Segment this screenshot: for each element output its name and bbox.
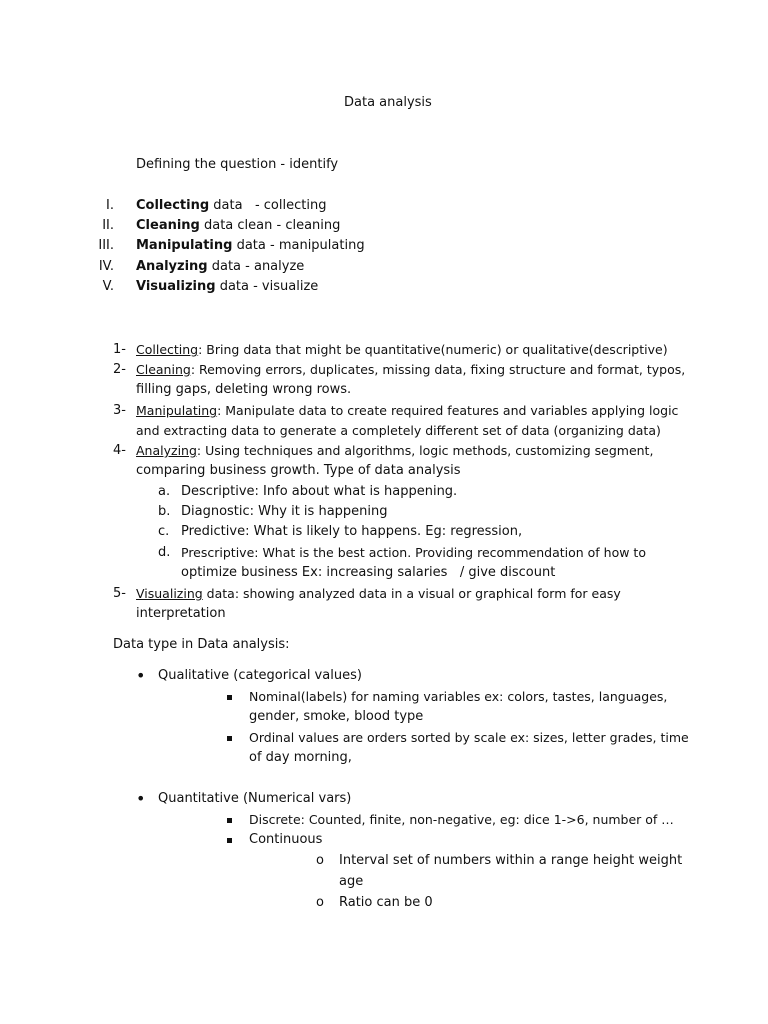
step-term: Analyzing: [136, 259, 208, 274]
step-term: Collecting: [136, 198, 210, 213]
nominal-continuation: gender, smoke, blood type: [249, 709, 424, 724]
sub-item: Diagnostic: Why it is happening: [181, 504, 388, 519]
step-item: [136, 218, 340, 234]
step-number: III.: [98, 238, 114, 253]
interval-continuation: age: [339, 874, 364, 889]
step-item: [136, 279, 318, 295]
step-desc: data - analyze: [207, 259, 305, 274]
step-desc: data clean - cleaning: [199, 218, 341, 233]
sub-letter: d.: [158, 545, 171, 560]
detail-number: 1-: [113, 342, 126, 357]
detail-number: 3-: [113, 403, 126, 418]
step-number: V.: [102, 279, 114, 294]
step-desc: data - visualize: [215, 279, 319, 294]
detail-item: [136, 362, 685, 378]
detail-term: Cleaning: [136, 362, 191, 377]
detail-text: : Bring data that might be quantitative(numeric) or qualitative(descriptive): [198, 342, 668, 357]
step-item: [136, 238, 365, 254]
detail-text: data: showing analyzed data in a visual or graphical form for easy: [202, 586, 621, 601]
detail-item: [136, 586, 621, 602]
detail-continuation: comparing business growth. Type of data analysis: [136, 463, 461, 478]
square-bullet-icon: [227, 812, 232, 828]
ordinal-item: Ordinal values are orders sorted by scale ex: sizes, letter grades, time: [249, 730, 689, 745]
interval-item: Interval set of numbers within a range height weight: [339, 853, 683, 868]
detail-continuation: filling gaps, deleting wrong rows.: [136, 382, 352, 397]
circle-bullet-icon: o: [316, 895, 324, 910]
detail-term: Collecting: [136, 342, 199, 357]
sub-item: Predictive: What is likely to happens. Eg: regression,: [181, 524, 523, 539]
document-title: Data analysis: [344, 95, 432, 110]
detail-text: : Removing errors, duplicates, missing data, fixing structure and format, typos,: [190, 362, 686, 377]
discrete-item: Discrete: Counted, finite, non-negative, eg: dice 1->6, number of …: [249, 812, 674, 827]
step-number: II.: [102, 218, 114, 233]
detail-item: [136, 342, 668, 358]
detail-text: : Manipulate data to create required features and variables applying logic: [217, 403, 679, 418]
detail-term: Visualizing: [136, 586, 203, 601]
circle-bullet-icon: o: [316, 853, 324, 868]
square-bullet-icon: [227, 832, 232, 848]
detail-number: 5-: [113, 586, 126, 601]
step-number: I.: [106, 198, 114, 213]
quantitative-label: Quantitative (Numerical vars): [158, 791, 352, 806]
sub-letter: c.: [158, 524, 170, 539]
step-number: IV.: [98, 259, 114, 274]
sub-letter: b.: [158, 504, 171, 519]
detail-term: Analyzing: [136, 443, 197, 458]
sub-item: Prescriptive: What is the best action. Providing recommendation of how to: [181, 545, 646, 560]
sub-letter: a.: [158, 484, 171, 499]
detail-item: [136, 443, 653, 459]
qualitative-label: Qualitative (categorical values): [158, 668, 362, 683]
step-item: [136, 259, 304, 275]
intro-line: Defining the question - identify: [136, 157, 339, 172]
sub-item: Descriptive: Info about what is happening.: [181, 484, 458, 499]
continuous-item: Continuous: [249, 832, 323, 847]
bullet-icon: •: [136, 789, 146, 808]
ordinal-continuation: of day morning,: [249, 750, 352, 765]
step-item: [136, 198, 326, 214]
step-desc: data - collecting: [209, 198, 327, 213]
detail-number: 4-: [113, 443, 126, 458]
square-bullet-icon: [227, 689, 232, 705]
step-term: Visualizing: [136, 279, 216, 294]
ratio-item: Ratio can be 0: [339, 895, 433, 910]
step-term: Manipulating: [136, 238, 233, 253]
detail-continuation: interpretation: [136, 606, 226, 621]
bullet-icon: •: [136, 666, 146, 685]
detail-item: [136, 403, 678, 419]
detail-term: Manipulating: [136, 403, 218, 418]
detail-continuation: and extracting data to generate a completely different set of data (organizing data): [136, 423, 661, 438]
section-heading: Data type in Data analysis:: [113, 637, 290, 652]
detail-number: 2-: [113, 362, 126, 377]
sub-continuation: optimize business Ex: increasing salaries / give discount: [181, 565, 556, 580]
square-bullet-icon: [227, 730, 232, 746]
nominal-item: Nominal(labels) for naming variables ex: colors, tastes, languages,: [249, 689, 668, 704]
step-term: Cleaning: [136, 218, 200, 233]
step-desc: data - manipulating: [232, 238, 365, 253]
detail-text: : Using techniques and algorithms, logic methods, customizing segment,: [196, 443, 654, 458]
